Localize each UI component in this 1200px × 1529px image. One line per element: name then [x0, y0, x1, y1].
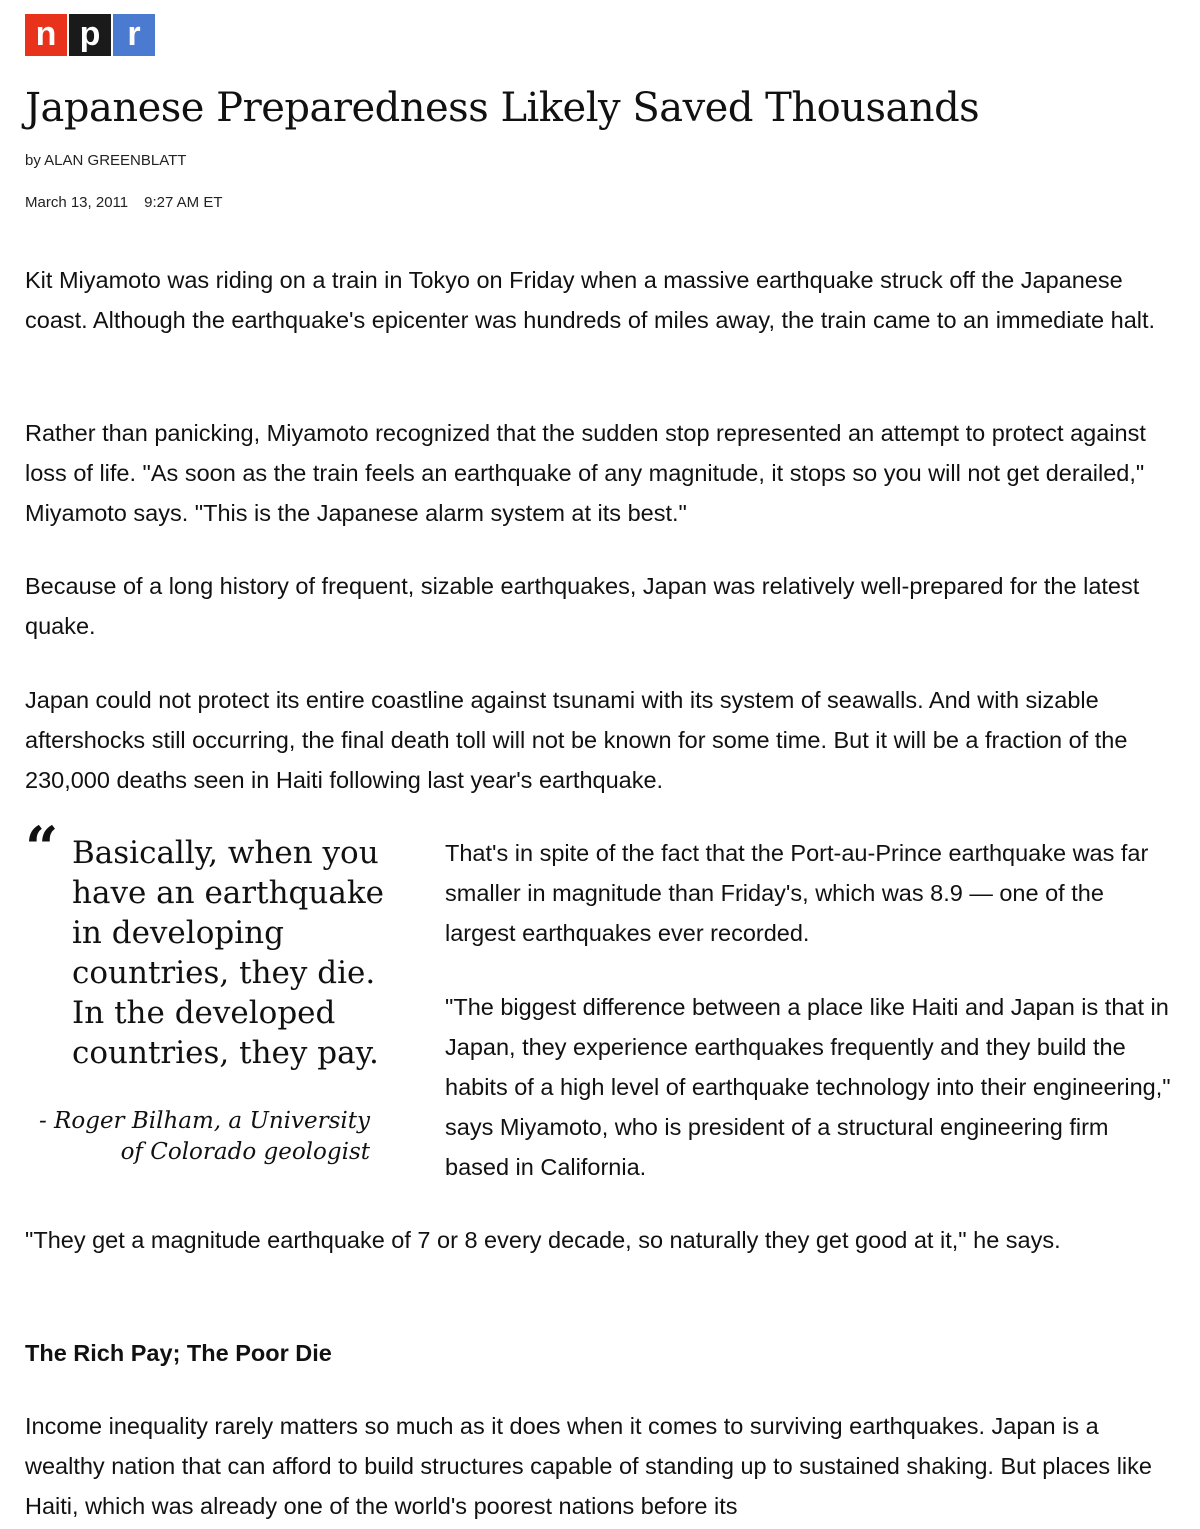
- paragraph-1: Kit Miyamoto was riding on a train in Tokyo on Friday when a massive earthquake struck off the Japanese coast. Although the earthquake's epicenter was hundreds of miles away, the train came to an immediate halt.: [25, 267, 1156, 333]
- section-subhead: The Rich Pay; The Poor Die: [25, 1340, 332, 1366]
- paragraph-8: Income inequality rarely matters so much as it does when it comes to surviving earthquakes. Japan is a wealthy nation that can afford to build structures capable of standing up to sustained shaking. But places like Haiti, which was already one of the world's poorest nations before its: [25, 1413, 1152, 1519]
- paragraph-2: Rather than panicking, Miyamoto recognized that the sudden stop represented an attempt to protect against loss of life. "As soon as the train feels an earthquake of any magnitude, it stops so you will not get derailed," Miyamoto says. "This is the Japanese alarm system at its best.": [25, 420, 1146, 526]
- npr-logo[interactable]: [25, 14, 155, 56]
- publish-time: 9:27 AM ET: [144, 194, 223, 211]
- pull-quote-attribution: - Roger Bilham, a University of Colorado geologist: [38, 1108, 370, 1165]
- dateline: [25, 193, 223, 213]
- paragraph-6: "The biggest difference between a place like Haiti and Japan is that in Japan, they experience earthquakes frequently and they build the habits of a high level of earthquake technology into their engineering," says Miyamoto, who is president of a structural engineering firm based in California.: [445, 994, 1171, 1180]
- logo-letter-p: p: [69, 14, 111, 56]
- logo-letter-n: n: [25, 14, 67, 56]
- paragraph-5: That's in spite of the fact that the Port-au-Prince earthquake was far smaller in magnitude than Friday's, which was 8.9 — one of the largest earthquakes ever recorded.: [445, 840, 1149, 946]
- publish-date: March 13, 2011: [25, 194, 129, 211]
- byline: by ALAN GREENBLATT: [25, 152, 187, 169]
- logo-letter-r: r: [113, 14, 155, 56]
- paragraph-4: Japan could not protect its entire coastline against tsunami with its system of seawalls. And with sizable aftershocks still occurring, the final death toll will not be known for some time. But it will be a fraction of the 230,000 deaths seen in Haiti following last year's earthquake.: [25, 687, 1128, 793]
- quote-mark-icon: “: [25, 814, 59, 882]
- pull-quote-text: Basically, when you have an earthquake in developing countries, they die. In the developed countries, they pay.: [72, 835, 384, 1071]
- article-headline: Japanese Preparedness Likely Saved Thousands: [25, 85, 980, 131]
- paragraph-7: "They get a magnitude earthquake of 7 or 8 every decade, so naturally they get good at it," he says.: [25, 1227, 1061, 1253]
- paragraph-3: Because of a long history of frequent, sizable earthquakes, Japan was relatively well-prepared for the latest quake.: [25, 573, 1140, 639]
